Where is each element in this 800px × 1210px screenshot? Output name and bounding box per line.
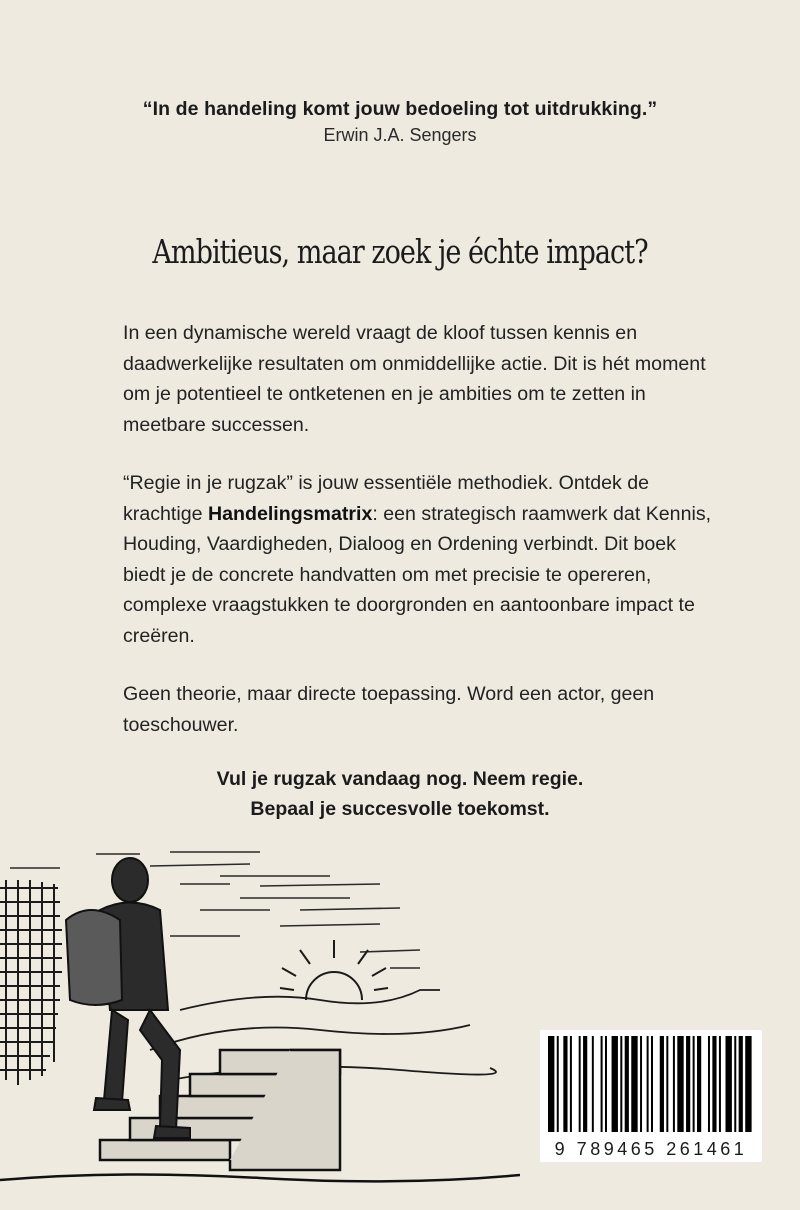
hiker-on-stairs-illustration <box>0 840 520 1210</box>
isbn-barcode <box>540 1030 762 1162</box>
barcode-bar <box>583 1036 587 1132</box>
blurb <box>123 318 723 768</box>
cta-line-2: Bepaal je succesvolle toekomst. <box>250 798 550 820</box>
blurb-paragraph-1: In een dynamische wereld vraagt de kloof tussen kennis en daadwerkelijke resultaten om onmiddellijke actie. Dit is hét moment om je potentieel te ontketenen en je ambities om te zetten in meetbare successen. <box>123 322 706 436</box>
blurb-paragraph-2 <box>123 468 723 651</box>
barcode-bar <box>666 1036 668 1132</box>
blurb-paragraph-3: Geen theorie, maar directe toepassing. Word een actor, geen toeschouwer. <box>123 683 655 736</box>
barcode-bar <box>612 1036 618 1132</box>
sunrise <box>280 940 388 1000</box>
isbn-number: 9 789465 261461 <box>554 1139 748 1159</box>
barcode-bar <box>719 1036 721 1132</box>
barcode-bars <box>548 1036 754 1132</box>
barcode-bar <box>601 1036 603 1132</box>
barcode-bar <box>693 1036 695 1132</box>
blurb-paragraph-2-start: “Regie in je rugzak” is jouw essentiële methodiek. Ontdek de krachtige <box>123 472 650 525</box>
barcode-bar <box>673 1036 675 1132</box>
barcode-bar <box>734 1036 736 1132</box>
call-to-action <box>0 764 800 824</box>
barcode-bar <box>625 1036 629 1132</box>
barcode-bar <box>647 1036 649 1132</box>
barcode-bar <box>631 1036 637 1132</box>
barcode-bar <box>686 1036 690 1132</box>
barcode-bar <box>697 1036 701 1132</box>
barcode-bar <box>557 1036 559 1132</box>
hiker-figure <box>66 858 190 1138</box>
barcode-bar <box>605 1036 607 1132</box>
barcode-bar <box>712 1036 716 1132</box>
barcode-bar <box>592 1036 594 1132</box>
barcode-bar <box>726 1036 732 1132</box>
blurb-paragraph-2-end: : een strategisch raamwerk dat Kennis, Houding, Vaardigheden, Dialoog en Ordening verbindt. Dit boek biedt je de concrete handvatten om met precisie te opereren, complexe vraagstukken te doorgronden en aantoonbare impact te creëren. <box>123 502 712 647</box>
barcode-bar <box>563 1036 567 1132</box>
barcode-bar <box>660 1036 664 1132</box>
barcode-bar <box>570 1036 572 1132</box>
grid-pattern <box>0 880 62 1085</box>
handelingsmatrix-term: Handelingsmatrix <box>207 502 373 525</box>
headline: Ambitieus, maar zoek je échte impact? <box>152 232 648 271</box>
barcode-bar <box>651 1036 653 1132</box>
cta-line-1: Vul je rugzak vandaag nog. Neem regie. <box>216 768 584 790</box>
barcode-bar <box>739 1036 743 1132</box>
barcode-bar <box>745 1036 751 1132</box>
epigraph-quote: “In de handeling komt jouw bedoeling tot uitdrukking.” <box>142 98 658 120</box>
stairs <box>0 1050 520 1181</box>
barcode-bar <box>548 1036 554 1132</box>
barcode-bar <box>620 1036 622 1132</box>
epigraph <box>0 98 800 146</box>
barcode-bar <box>579 1036 581 1132</box>
barcode-bar <box>708 1036 710 1132</box>
barcode-bar <box>677 1036 683 1132</box>
epigraph-author: Erwin J.A. Sengers <box>323 125 477 145</box>
barcode-bar <box>640 1036 642 1132</box>
